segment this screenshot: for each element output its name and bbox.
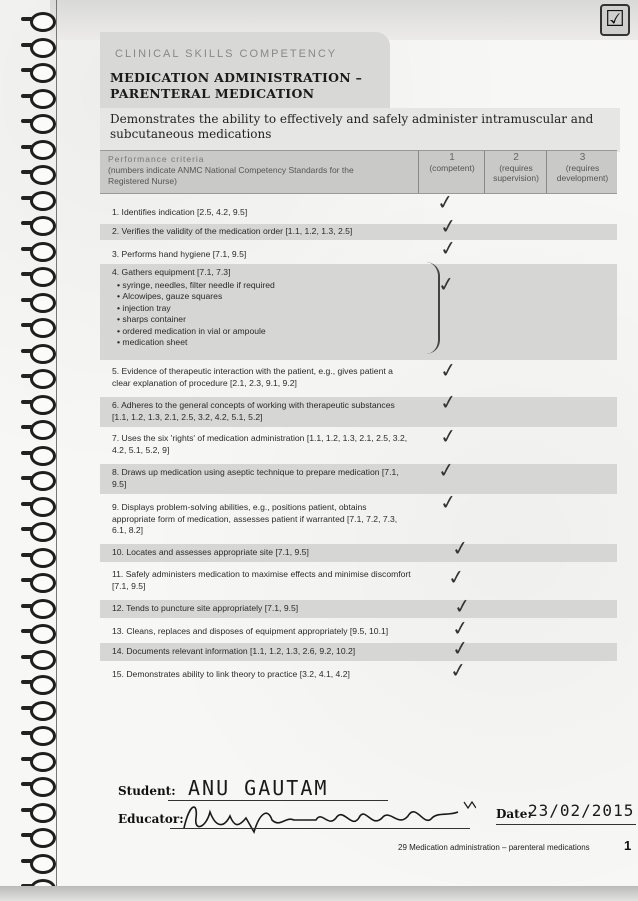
col-supervision-label: (requires supervision) [493,163,539,183]
date-value: 23/02/2015 [528,801,635,820]
binding-ring [30,803,56,823]
criteria-row-4 [100,264,617,360]
check-icon: ✓ [438,356,459,384]
check-icon: ✓ [435,188,456,216]
criteria-text: 2. Verifies the validity of the medication order [1.1, 1.2, 1.3, 2.5] [112,226,353,236]
check-icon: ✓ [450,634,471,662]
binding-ring [30,395,56,415]
binding-ring [30,293,56,313]
binding-ring [30,216,56,236]
check-icon: ✓ [448,656,469,684]
criteria-note: (numbers indicate ANMC National Competency Standards for the Registered Nurse) [108,165,354,186]
criteria-text: 4. Gathers equipment [7.1, 7.3] [112,267,231,277]
criteria-text: 8. Draws up medication using aseptic technique to prepare medication [7.1, 9.5] [112,467,399,489]
binding-ring [30,599,56,619]
binding-ring [30,89,56,109]
col-competent-label: (competent) [429,163,475,173]
check-icon: ✓ [438,388,459,416]
binding-ring [30,471,56,491]
binding-ring [30,522,56,542]
equipment-item: • syringe, needles, filter needle if required [126,280,412,292]
equipment-item: • medication sheet [126,337,412,349]
binding-ring [30,191,56,211]
criteria-title: Performance criteria [108,154,205,164]
check-icon: ✓ [450,534,471,562]
binding-ring [30,140,56,160]
criteria-row-7 [100,431,617,463]
criteria-text-wrap [112,267,412,349]
binding-ring [30,38,56,58]
col-development-num: 3 [579,152,586,163]
spiral-binding [0,0,58,901]
scan-shadow-bottom [0,886,638,901]
binding-ring [30,548,56,568]
criteria-row-9 [100,500,617,542]
student-label: Student: [118,784,176,798]
col-competent [418,151,485,193]
binding-ring [30,369,56,389]
check-icon: ✓ [436,456,457,484]
binding-ring [30,675,56,695]
criteria-row-13 [100,623,617,641]
page-number: 1 [624,838,632,853]
criteria-text: 1. Identifies indication [2.5, 4.2, 9.5] [112,207,248,217]
criteria-header [108,154,368,187]
table-header [100,150,617,194]
educator-signature [176,798,476,838]
check-icon: ✓ [446,563,467,591]
footer-caption: 29 Medication administration – parenteral medications [398,843,590,852]
binding-ring [30,318,56,338]
criteria-row-1 [100,204,617,222]
subtitle: Demonstrates the ability to effectively and safely administer intramuscular and subcutaneous medications [110,112,594,141]
title-line-2: PARENTERAL MEDICATION [110,86,315,101]
criteria-row-2 [100,224,617,240]
binding-ring [30,624,56,644]
check-icon: ✓ [450,614,471,642]
check-icon: ✓ [436,270,457,298]
criteria-text: 14. Documents relevant information [1.1, 1.2, 1.3, 2.6, 9.2, 10.2] [112,646,356,656]
criteria-text: 11. Safely administers medication to maximise effects and minimise discomfort [7.1, 9.5] [112,569,411,591]
criteria-text: 13. Cleans, replaces and disposes of equipment appropriately [9.5, 10.1] [112,626,389,636]
equipment-item: • sharps container [126,314,412,326]
equipment-list [122,279,412,349]
binding-ring [30,777,56,797]
educator-line [170,828,470,829]
binding-ring [30,446,56,466]
section-label: CLINICAL SKILLS COMPETENCY [115,48,338,60]
binding-ring [30,752,56,772]
criteria-row-14 [100,643,617,661]
criteria-row-3 [100,246,617,264]
binding-ring [30,114,56,134]
criteria-row-15 [100,666,617,684]
col-development [546,151,618,193]
binding-ring [30,573,56,593]
check-badge-icon: ☑ [600,4,630,36]
criteria-row-11 [100,567,617,597]
criteria-text: 15. Demonstrates ability to link theory to practice [3.2, 4.1, 4.2] [112,669,350,679]
check-icon: ✓ [438,488,459,516]
check-icon: ✓ [438,234,459,262]
date-line [496,824,636,825]
binding-ring [30,12,56,32]
criteria-text: 10. Locates and assesses appropriate site [7.1, 9.5] [112,547,309,557]
criteria-row-10 [100,544,617,562]
educator-label: Educator: [118,812,184,826]
binding-ring [30,828,56,848]
criteria-text: 5. Evidence of therapeutic interaction with the patient, e.g., gives patient a clear explanation of procedure [2.1, 2.3, 9.1, 9.2] [112,366,393,388]
criteria-text: 3. Performs hand hygiene [7.1, 9.5] [112,249,247,259]
criteria-text: 12. Tends to puncture site appropriately [7.1, 9.5] [112,603,299,613]
binding-ring [30,344,56,364]
handwritten-brace [420,262,440,354]
binding-ring [30,701,56,721]
binding-ring [30,854,56,874]
criteria-text: 7. Uses the six 'rights' of medication administration [1.1, 1.2, 1.3, 2.1, 2.5, 3.2, 4.2, 5.1, 5.2, 9] [112,433,408,455]
col-supervision-num: 2 [513,152,519,163]
binding-ring [30,726,56,746]
page-title [110,70,362,102]
equipment-item: • ordered medication in vial or ampoule [126,326,412,338]
binding-ring [30,420,56,440]
equipment-item: • Alcowipes, gauze squares [126,291,412,303]
date-label: Date: [496,807,532,821]
criteria-text: 6. Adheres to the general concepts of working with therapeutic substances [1.1, 1.2, 1.3, 2.1, 2.5, 3.2, 4.2, 5.1, 5.2] [112,400,395,422]
criteria-row-6 [100,397,617,427]
binding-ring [30,650,56,670]
student-name: ANU GAUTAM [188,776,329,800]
col-development-label: (requires development) [556,163,609,183]
binding-ring [30,63,56,83]
equipment-item: • injection tray [126,303,412,315]
criteria-text: 9. Displays problem-solving abilities, e.g., positions patient, obtains appropriate form of medication, assesses patient if warranted [7.1, 7.2, 7.3, 6.1, 8.2] [112,502,398,535]
check-icon: ✓ [438,422,459,450]
binding-ring [30,242,56,262]
title-line-1: MEDICATION ADMINISTRATION – [110,70,363,85]
binding-ring [30,165,56,185]
col-supervision [484,151,547,193]
binding-ring [30,267,56,287]
check-icon: ✓ [438,212,459,240]
criteria-row-8 [100,464,617,494]
col-competent-num: 1 [449,152,455,163]
criteria-row-5 [100,364,617,392]
binding-ring [30,497,56,517]
check-icon: ✓ [452,592,473,620]
criteria-row-12 [100,600,617,618]
